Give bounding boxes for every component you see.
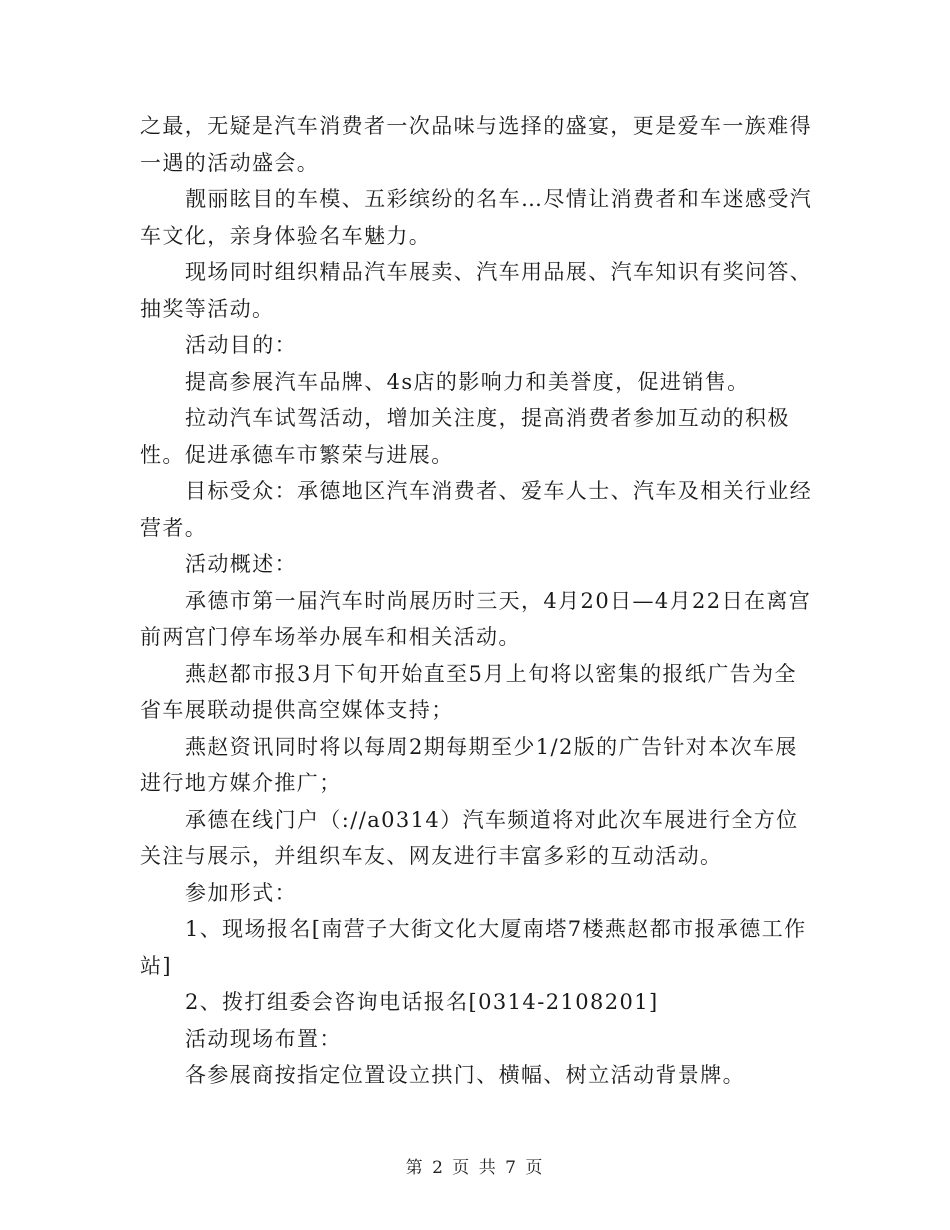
section-heading: 活动现场布置：	[185, 1026, 342, 1051]
section-heading: 活动目的：	[185, 333, 297, 357]
paragraph: 承德在线门户（://a0314）汽车频道将对此次车展进行全方位关注与展示，并组织车友、网友进行丰富多彩的互动活动。	[140, 807, 799, 868]
paragraph: 拉动汽车试驾活动，增加关注度，提高消费者参加互动的积极性。促进承德车市繁荣与进展。	[140, 406, 790, 467]
paragraph: 承德市第一届汽车时尚展历时三天，4月20日—4月22日在离宫前两宫门停车场举办展车和相关活动。	[140, 588, 812, 649]
paragraph: 之最，无疑是汽车消费者一次品味与选择的盛宴，更是爱车一族难得一遇的活动盛会。	[140, 114, 812, 175]
list-item: 1、现场报名[南营子大街文化大厦南塔7楼燕赵都市报承德工作站]	[140, 917, 807, 978]
page-footer	[0, 1153, 950, 1178]
paragraph: 现场同时组织精品汽车展卖、汽车用品展、汽车知识有奖问答、抽奖等活动。	[140, 260, 813, 321]
paragraph: 目标受众：承德地区汽车消费者、爱车人士、汽车及相关行业经营者。	[140, 479, 813, 540]
section-heading: 参加形式：	[185, 880, 297, 905]
paragraph: 靓丽眩目的车模、五彩缤纷的名车…尽情让消费者和车迷感受汽车文化，亲身体验名车魅力。	[140, 187, 813, 248]
list-item: 2、拨打组委会咨询电话报名[0314-2108201]	[185, 990, 659, 1014]
page-number-label: 第 2 页 共 7 页	[405, 1158, 545, 1178]
document-body	[140, 108, 816, 1094]
paragraph: 燕赵资讯同时将以每周2期每期至少1/2版的广告针对本次车展进行地方媒介推广；	[140, 734, 798, 795]
section-heading: 活动概述：	[185, 552, 297, 576]
paragraph: 提高参展汽车品牌、4s店的影响力和美誉度，促进销售。	[185, 369, 750, 394]
paragraph: 各参展商按指定位置设立拱门、横幅、树立活动背景牌。	[185, 1063, 745, 1087]
paragraph: 燕赵都市报3月下旬开始直至5月上旬将以密集的报纸广告为全省车展联动提供高空媒体支持；	[140, 661, 797, 722]
